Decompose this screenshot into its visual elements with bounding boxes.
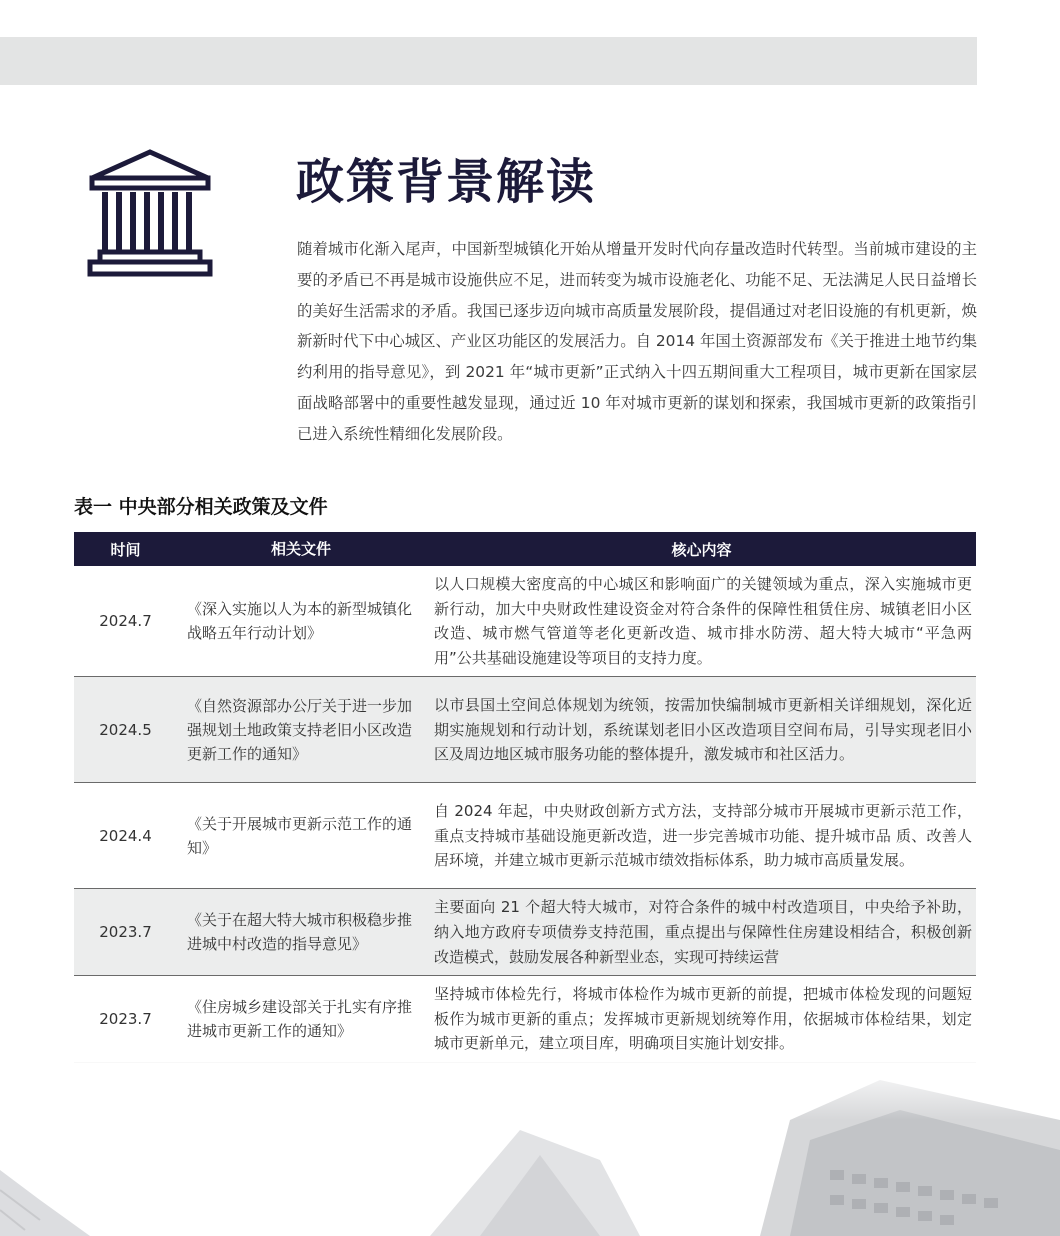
table-row (74, 677, 976, 783)
building-columns-icon (86, 148, 214, 280)
city-skyline-background-image (0, 1060, 1060, 1236)
page-title: 政策背景解读 (296, 154, 597, 210)
row-doc: 《深入实施以人为本的新型城镇化战略五年行动计划》 (177, 566, 427, 677)
header-time: 时间 (74, 532, 177, 566)
row-doc: 《住房城乡建设部关于扎实有序推进城市更新工作的通知》 (177, 976, 427, 1063)
row-time: 2024.5 (74, 677, 177, 783)
top-band (0, 37, 977, 85)
row-core: 坚持城市体检先行，将城市体检作为城市更新的前提，把城市体检发现的问题短板作为城市更新的重点；发挥城市更新规划统筹作用，依据城市体检结果，划定城市更新单元，建立项目库，明确项目实施计划安排。 (427, 976, 976, 1063)
policy-table (74, 532, 976, 1063)
table-row (74, 889, 976, 976)
row-core: 以市县国土空间总体规划为统领，按需加快编制城市更新相关详细规划，深化近期实施规划和行动计划，系统谋划老旧小区改造项目空间布局，引导实现老旧小区及周边地区城市服务功能的整体提升，激发城市和社区活力。 (427, 677, 976, 783)
row-doc: 《关于开展城市更新示范工作的通知》 (177, 783, 427, 889)
row-time: 2024.7 (74, 566, 177, 677)
row-core: 以人口规模大密度高的中心城区和影响面广的关键领域为重点，深入实施城市更新行动，加大中央财政性建设资金对符合条件的保障性租赁住房、城镇老旧小区改造、城市燃气管道等老化更新改造、城市排水防涝、超大特大城市“平急两用”公共基础设施建设等项目的支持力度。 (427, 566, 976, 677)
row-core: 自 2024 年起，中央财政创新方式方法，支持部分城市开展城市更新示范工作，重点支持城市基础设施更新改造，进一步完善城市功能、提升城市品 质、改善人居环境，并建立城市更新示范城市绩效指标体系，助力城市高质量发展。 (427, 783, 976, 889)
row-time: 2024.4 (74, 783, 177, 889)
row-core: 主要面向 21 个超大特大城市，对符合条件的城中村改造项目，中央给予补助，纳入地方政府专项债券支持范围，重点提出与保障性住房建设相结合，积极创新改造模式，鼓励发展各种新型业态，实现可持续运营 (427, 889, 976, 976)
table-row (74, 566, 976, 677)
intro-paragraph: 随着城市化渐入尾声，中国新型城镇化开始从增量开发时代向存量改造时代转型。当前城市建设的主要的矛盾已不再是城市设施供应不足，进而转变为城市设施老化、功能不足、无法满足人民日益增长的美好生活需求的矛盾。我国已逐步迈向城市高质量发展阶段，提倡通过对老旧设施的有机更新，焕新新时代下中心城区、产业区功能区的发展活力。自 2014 年国土资源部发布《关于推进土地节约集约利用的指导意见》，到 2021 年“城市更新”正式纳入十四五期间重大工程项目，城市更新在国家层面战略部署中的重要性越发显现，通过近 10 年对城市更新的谋划和探索，我国城市更新的政策指引已进入系统性精细化发展阶段。 (297, 240, 977, 443)
header-doc: 相关文件 (177, 532, 427, 566)
header-core: 核心内容 (427, 532, 976, 566)
table-row (74, 783, 976, 889)
row-time: 2023.7 (74, 976, 177, 1063)
row-time: 2023.7 (74, 889, 177, 976)
row-doc: 《自然资源部办公厅关于进一步加强规划土地政策支持老旧小区改造更新工作的通知》 (177, 677, 427, 783)
table-header-row (74, 532, 976, 566)
table-row (74, 976, 976, 1063)
table-title: 表一 中央部分相关政策及文件 (74, 496, 328, 518)
row-doc: 《关于在超大特大城市积极稳步推进城中村改造的指导意见》 (177, 889, 427, 976)
